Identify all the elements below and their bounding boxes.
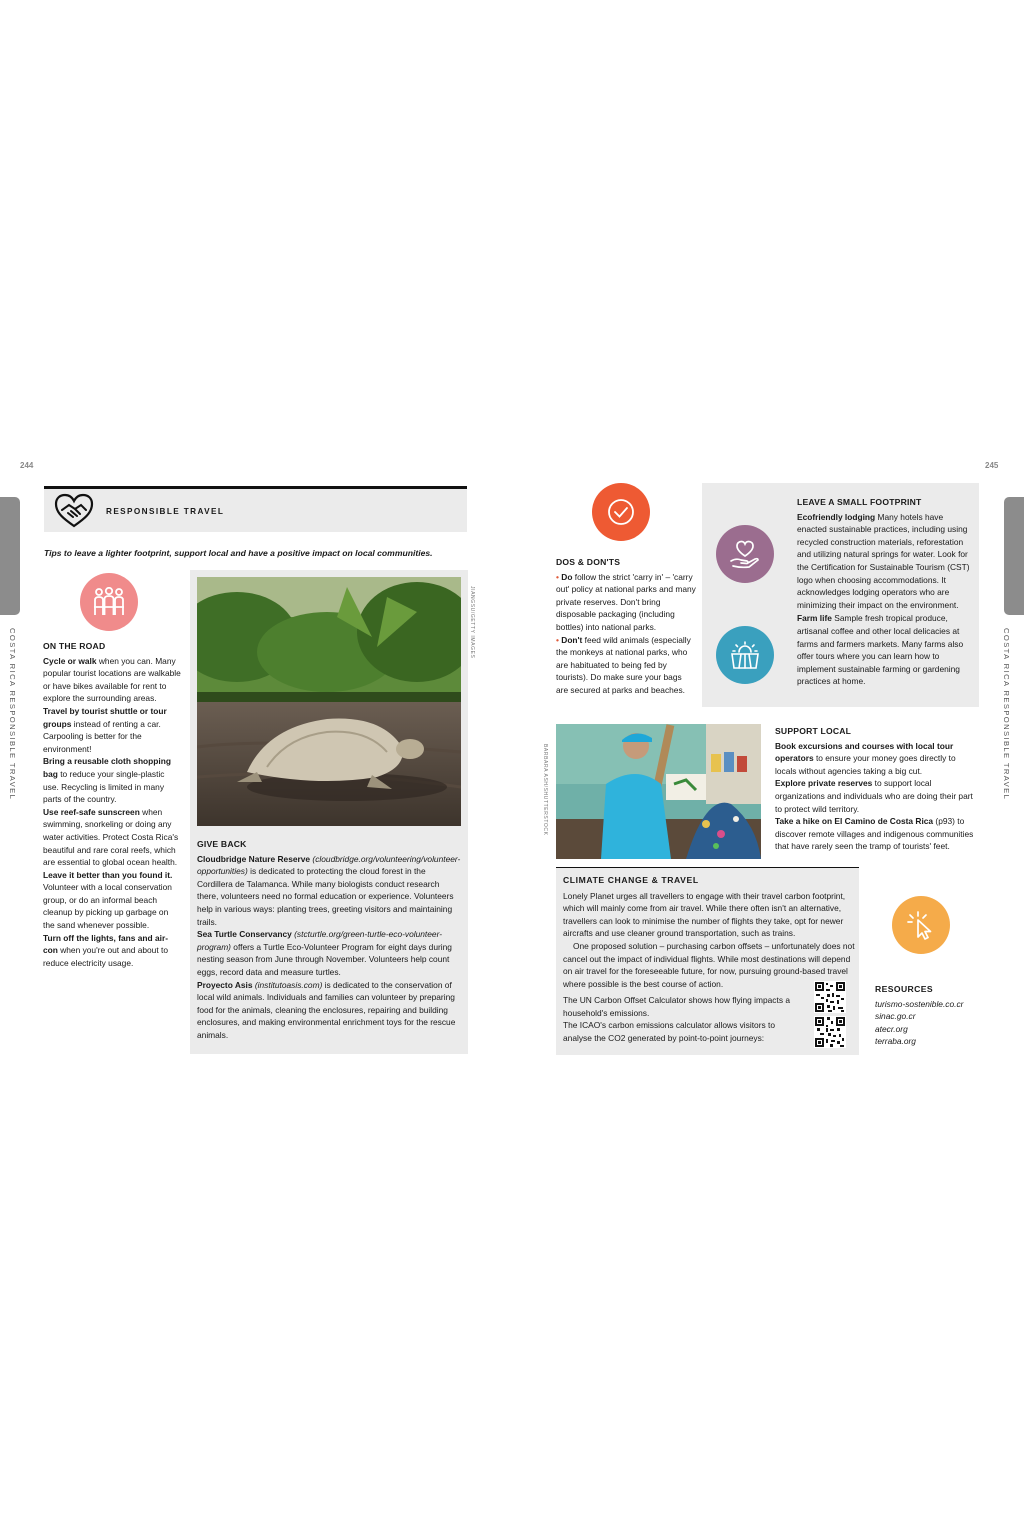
- support-item: Book excursions and courses with local tour operators to ensure your money goes directly to locals without agencies taking a big cut.: [775, 740, 956, 776]
- chapter-tab-left: [0, 497, 20, 615]
- support-item: Explore private reserves to support local organizations and individuals who are doing their part to protect wild territory.: [775, 778, 973, 814]
- small-footprint-heading: LEAVE A SMALL FOOTPRINT: [797, 497, 922, 507]
- climate-paragraph: One proposed solution – purchasing carbon offsets – unfortunately does not cancel out the impact of individual flights. While most destinations will depend on air travel for the foreseeable future, for now, pursuing ground-based travel where possible is the best course of action.: [563, 940, 855, 989]
- side-label-left: COSTA RICA RESPONSIBLE TRAVEL: [8, 628, 17, 801]
- give-back-item: Cloudbridge Nature Reserve (cloudbridge.org/volunteering/volunteer-opportunities) is dedicated to protecting the cloud forest in the Cordillera de Talamanca. While many biologists conduct research there, volunteers need no formal education or experience. Volunteers help in various ways: planting trees, greeting visitors and maintaining trails.: [197, 853, 461, 927]
- climate-calculators: [563, 994, 799, 1044]
- photo-credit-right: BARBARA ASH/SHUTTERSTOCK: [542, 744, 548, 836]
- handshake-heart-icon: [54, 493, 94, 529]
- sun-field-icon: [716, 626, 774, 684]
- chapter-tab-right: [1004, 497, 1024, 615]
- side-label-right: COSTA RICA RESPONSIBLE TRAVEL: [1002, 628, 1011, 801]
- on-the-road-section: [43, 640, 181, 969]
- turtle-photo: [197, 577, 461, 826]
- qr-code-icon[interactable]: [814, 1016, 846, 1048]
- climate-paragraph: The UN Carbon Offset Calculator shows how flying impacts a household's emissions.: [563, 995, 790, 1018]
- climate-section: [563, 874, 855, 990]
- dos-donts-section: [556, 556, 696, 697]
- road-tip: Bring a reusable cloth shopping bag to reduce your single-plastic use. Recycling is limited in many parts of the country.: [43, 756, 171, 805]
- qr-code-icon[interactable]: [814, 981, 846, 1013]
- support-local-heading: SUPPORT LOCAL: [775, 726, 852, 736]
- people-group-icon: [80, 573, 138, 631]
- road-tip: Leave it better than you found it. Volunteer with a local conservation group, or do an informal beach cleanup by picking up garbage on the sand whenever possible.: [43, 869, 173, 931]
- road-tip: Cycle or walk when you can. Many popular tourist locations are walkable or have bikes available for rent to explore the surrounding areas.: [43, 655, 181, 704]
- climate-paragraph: Lonely Planet urges all travellers to engage with their travel carbon footprint, which will mainly come from air travel. While there often isn't an alternative, travellers can look to minimise the number of flights they take, opt for newer aircrafts and use cleaner ground transportation, such as trains.: [563, 890, 846, 939]
- give-back-item: Proyecto Asis (institutoasis.com) is dedicated to the conservation of local wild animals. Individuals and families can volunteer by preparing food for the animals, cleaning the enclosures, repairing and building enclosures, and making environmental enrichment toys for the rescue animals.: [197, 979, 456, 1040]
- dos-donts-heading: DOS & DON'TS: [556, 557, 621, 567]
- dos-item: • Do follow the strict 'carry in' – 'carry out' policy at national parks and many private reserves. Don't bring disposable packaging (including bottles) into national parks.: [556, 571, 696, 632]
- page-number-left: 244: [20, 461, 34, 470]
- footprint-item: Farm life Sample fresh tropical produce, artisanal coffee and other local delicacies at farms and farmers markets. Many farms also offer tours where you can learn how to implement sustainable farming or gardening practices at home.: [797, 613, 964, 687]
- climate-paragraph: The ICAO's carbon emissions calculator allows visitors to analyse the CO2 generated by point-to-point journeys:: [563, 1020, 775, 1043]
- artisan-photo: [556, 724, 761, 859]
- cursor-click-icon: [892, 896, 950, 954]
- give-back-section: [197, 838, 461, 1042]
- give-back-item: Sea Turtle Conservancy (stcturtle.org/green-turtle-eco-volunteer-program) offers a Turtle Eco-Volunteer Program for eight days during nesting season from June through November. Volunteers help count eggs, record data and measure turtles.: [197, 929, 452, 977]
- checkmark-circle-icon: [592, 483, 650, 541]
- support-local-section: [775, 725, 977, 853]
- resource-link[interactable]: atecr.org: [875, 1023, 908, 1034]
- support-item: Take a hike on El Camino de Costa Rica (p93) to discover remote villages and indigenous communities that have rarely seen the tramp of tourists' feet.: [775, 816, 974, 852]
- section-title: RESPONSIBLE TRAVEL: [106, 507, 225, 516]
- climate-heading: CLIMATE CHANGE & TRAVEL: [563, 875, 699, 885]
- heart-hand-icon: [716, 525, 774, 583]
- donts-item: • Don't feed wild animals (especially the monkeys at national parks, who are habituated to being fed by tourists). Do make sure your bags are secured at parks and beaches.: [556, 634, 691, 695]
- intro-text: Tips to leave a lighter footprint, support local and have a positive impact on local communities.: [44, 548, 433, 558]
- give-back-heading: GIVE BACK: [197, 839, 247, 849]
- small-footprint-section: [797, 496, 974, 688]
- resource-link[interactable]: sinac.go.cr: [875, 1011, 916, 1022]
- section-header: [44, 486, 467, 532]
- road-tip: Use reef-safe sunscreen when swimming, snorkeling or doing any water activities. Protect Costa Rica's beautiful and rare coral reefs, which are essential to global ocean health.: [43, 806, 179, 868]
- footprint-item: Ecofriendly lodging Many hotels have enacted sustainable practices, including using recycled construction materials, reforestation and utilizing natural springs for water. Look for the Certification for Sustainable Tourism (CST) logo when choosing accommodations. It acknowledges lodging operators who are minimizing their impact on the environment.: [797, 511, 970, 610]
- page-number-right: 245: [985, 461, 999, 470]
- road-tip: Travel by tourist shuttle or tour groups instead of renting a car. Carpooling is better for the environment!: [43, 705, 167, 754]
- road-tip: Turn off the lights, fans and air-con when you're out and about to reduce electricity usage.: [43, 932, 169, 968]
- resources-section: [875, 983, 995, 1048]
- on-the-road-heading: ON THE ROAD: [43, 641, 106, 651]
- resources-heading: RESOURCES: [875, 984, 934, 994]
- resource-link[interactable]: terraba.org: [875, 1036, 916, 1047]
- photo-credit-left: JIANGSU/GETTY IMAGES: [469, 586, 475, 659]
- resource-link[interactable]: turismo-sostenible.co.cr: [875, 998, 964, 1009]
